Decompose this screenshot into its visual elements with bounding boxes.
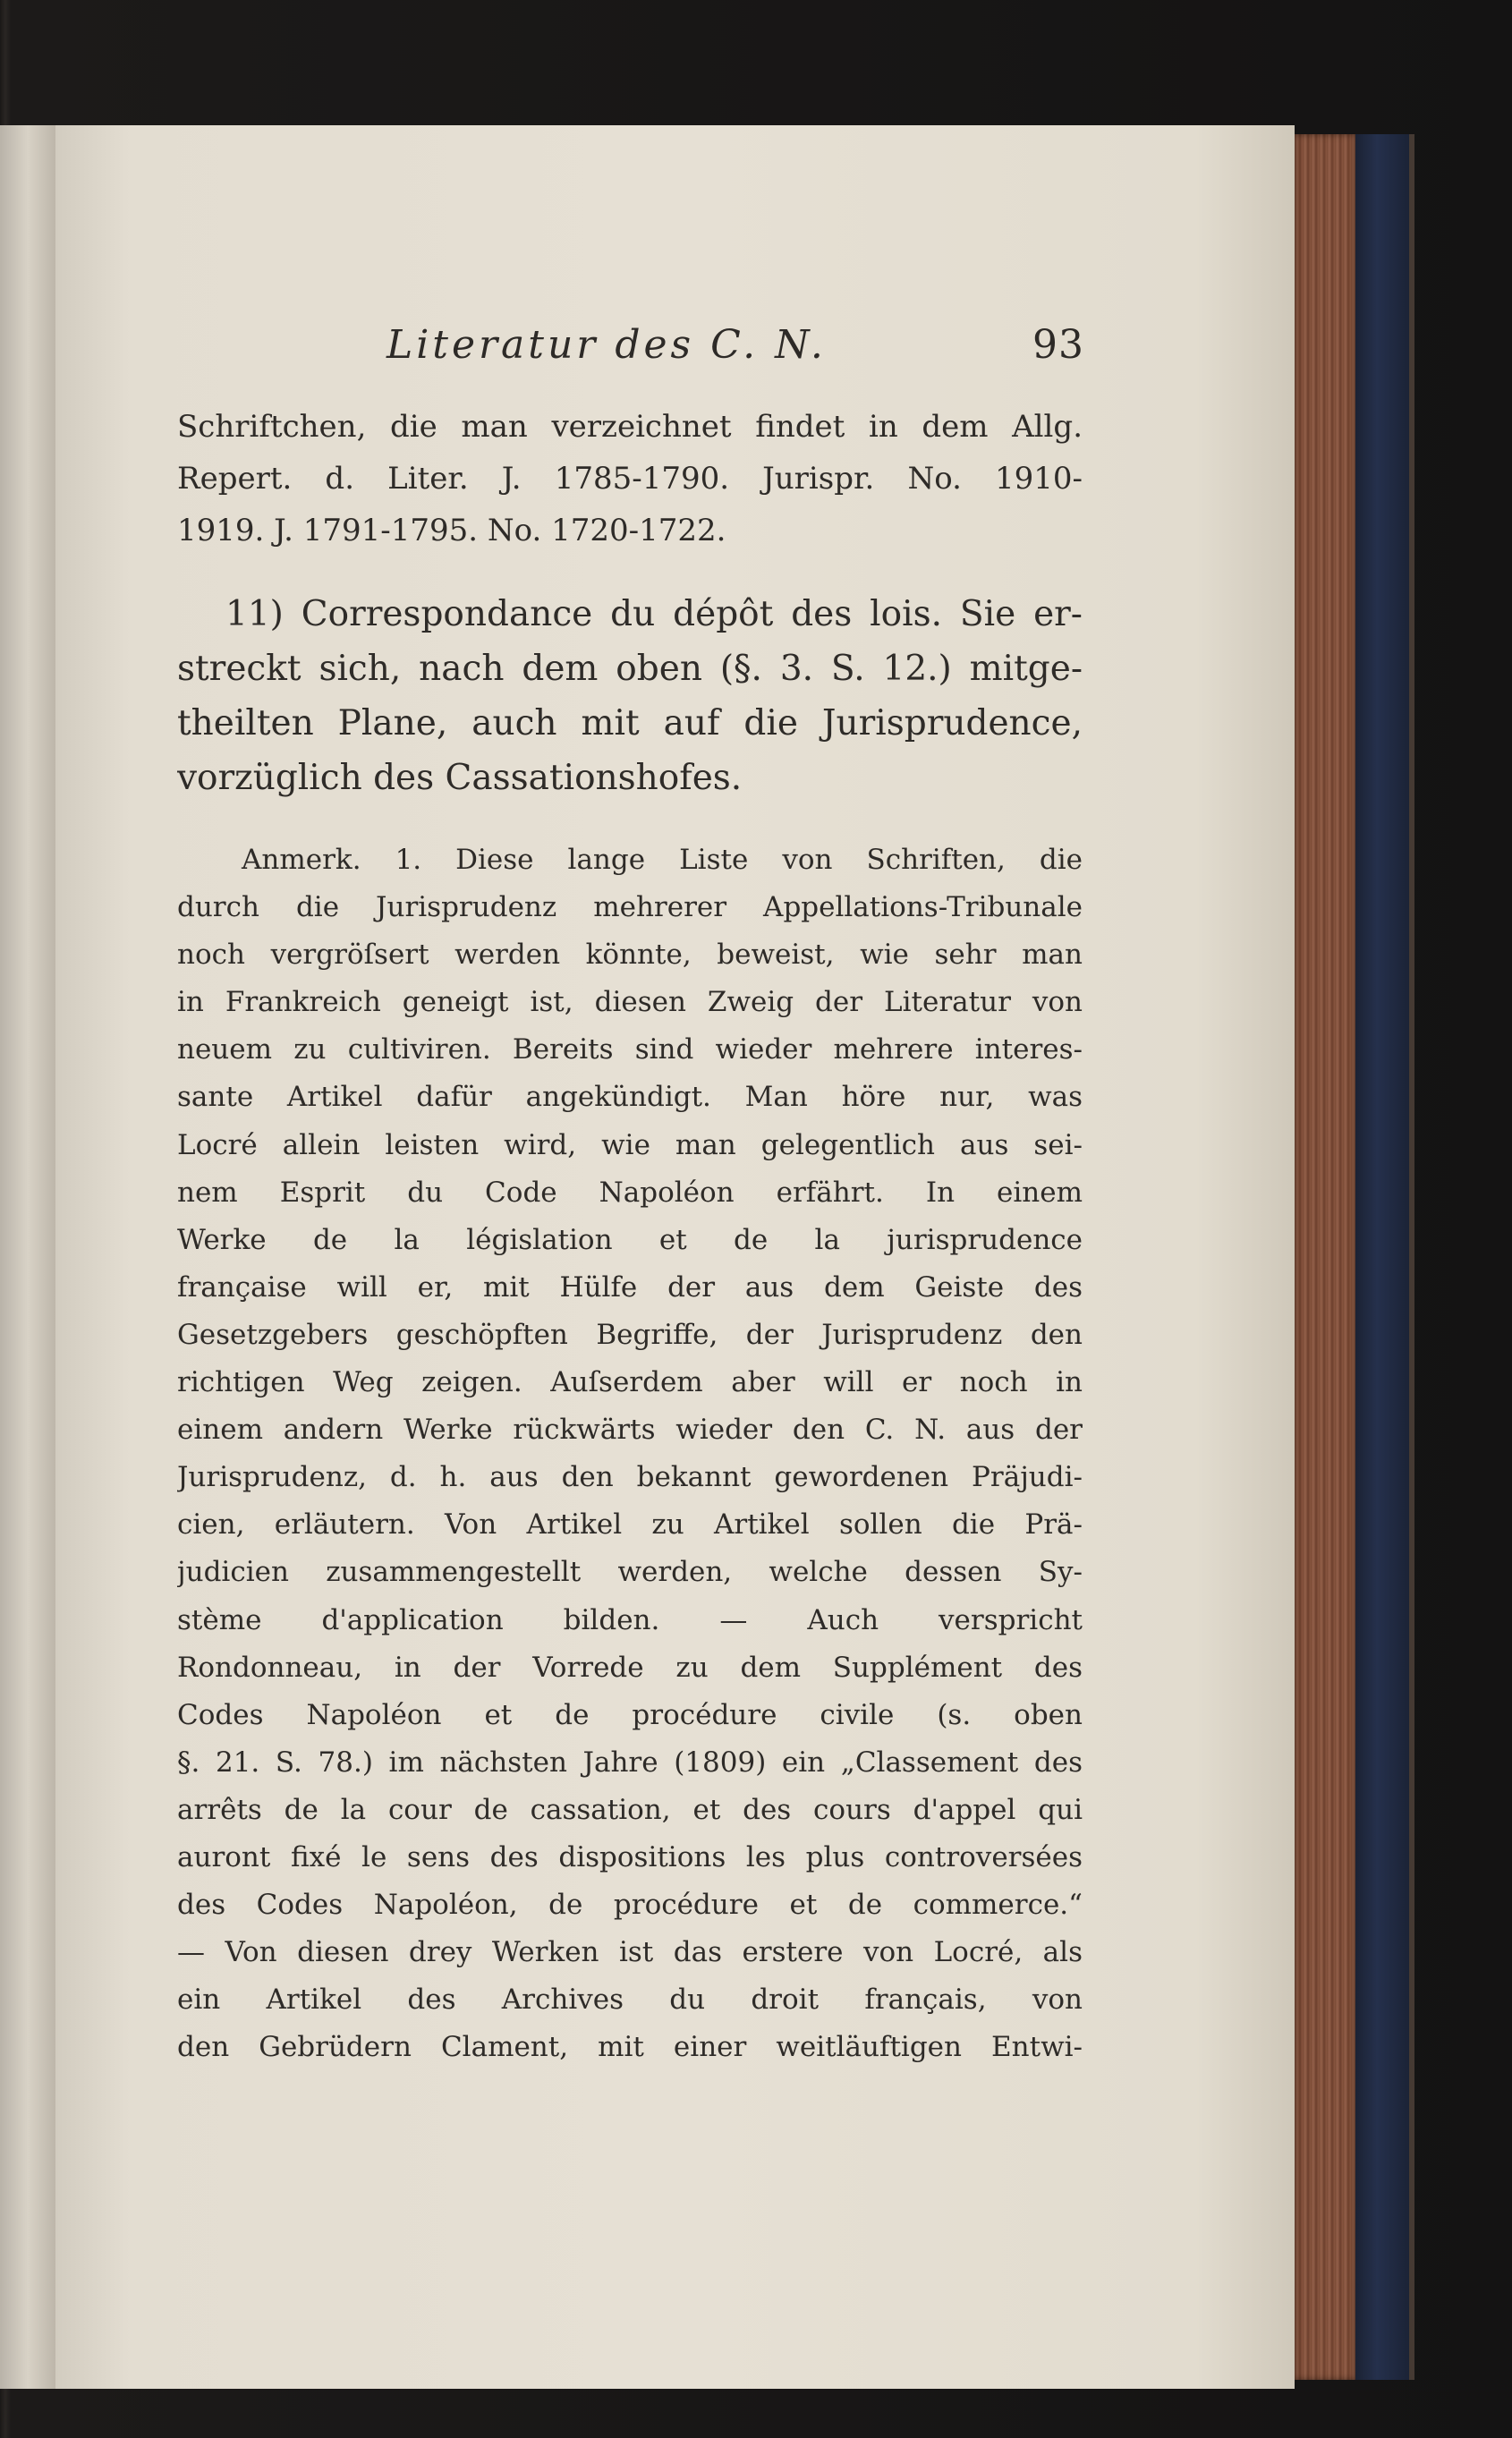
text-line: ein Artikel des Archives du droit français, von xyxy=(177,1984,1083,2017)
text-line: in Frankreich geneigt ist, diesen Zweig der Literatur von xyxy=(177,986,1083,1019)
intro-paragraph xyxy=(177,401,1083,556)
text-line: nem Esprit du Code Napoléon erfährt. In einem xyxy=(177,1176,1083,1209)
text-line: 11) Correspondance du dépôt des lois. Sie er- xyxy=(225,594,1083,634)
text-line: Repert. d. Liter. J. 1785-1790. Jurispr. No. 1910- xyxy=(177,461,1083,497)
text-line: judicien zusammengestellt werden, welche dessen Sy- xyxy=(177,1556,1083,1589)
text-line: Locré allein leisten wird, wie man gelegentlich aus sei- xyxy=(177,1128,1083,1161)
text-line: Werke de la législation et de la jurisprudence xyxy=(177,1223,1083,1256)
text-line: Codes Napoléon et de procédure civile (s. oben xyxy=(177,1698,1083,1731)
text-line: stème d'application bilden. — Auch verspricht xyxy=(177,1603,1083,1636)
text-line: richtigen Weg zeigen. Auſserdem aber will er noch in xyxy=(177,1366,1083,1399)
text-line: française will er, mit Hülfe der aus dem Geiste des xyxy=(177,1270,1083,1304)
text-line: neuem zu cultiviren. Bereits sind wieder mehrere interes- xyxy=(177,1033,1083,1066)
text-line: §. 21. S. 78.) im nächsten Jahre (1809) ein „Classement des xyxy=(177,1746,1083,1779)
book-cover xyxy=(1355,134,1414,2380)
text-line: theilten Plane, auch mit auf die Jurisprudence, xyxy=(177,703,1083,743)
text-line: Rondonneau, in der Vorrede zu dem Supplément des xyxy=(177,1651,1083,1684)
text-line: einem andern Werke rückwärts wieder den C. N. aus der xyxy=(177,1414,1083,1447)
text-line: 1919. J. 1791-1795. No. 1720-1722. xyxy=(177,513,726,548)
text-line: cien, erläutern. Von Artikel zu Artikel sollen die Prä- xyxy=(177,1508,1083,1542)
running-title: Literatur des C. N. xyxy=(386,322,827,368)
page-number: 93 xyxy=(1032,322,1084,368)
text-line: Jurisprudenz, d. h. aus den bekannt gewordenen Präjudi- xyxy=(177,1461,1083,1494)
text-line: sante Artikel dafür angekündigt. Man höre nur, was xyxy=(177,1081,1083,1114)
text-line: arrêts de la cour de cassation, et des cours d'appel qui xyxy=(177,1793,1083,1826)
text-line: vorzüglich des Cassationshofes. xyxy=(177,758,743,798)
text-line: streckt sich, nach dem oben (§. 3. S. 12.) mitge- xyxy=(177,649,1083,689)
text-line: des Codes Napoléon, de procédure et de commerce.“ xyxy=(177,1889,1083,1922)
text-line: noch vergröſsert werden könnte, beweist, wie sehr man xyxy=(177,939,1083,972)
text-line: Gesetzgebers geschöpften Begriffe, der Jurisprudenz den xyxy=(177,1318,1083,1351)
text-line: Anmerk. 1. Diese lange Liste von Schriften, die xyxy=(242,844,1083,876)
section-11-paragraph xyxy=(177,587,1083,805)
text-line: — Von diesen drey Werken ist das erstere von Locré, als xyxy=(177,1936,1083,1969)
note-paragraph xyxy=(177,837,1083,2071)
page-header xyxy=(386,322,1084,385)
page-block-edge xyxy=(1295,134,1355,2380)
text-line: durch die Jurisprudenz mehrerer Appellations-Tribunale xyxy=(177,891,1083,924)
facing-page-edge xyxy=(0,125,58,2389)
text-line: Schriftchen, die man verzeichnet findet in dem Allg. xyxy=(177,409,1083,445)
text-line: auront fixé le sens des dispositions les plus controversées xyxy=(177,1840,1083,1873)
text-line: den Gebrüdern Clament, mit einer weitläuftigen Entwi- xyxy=(177,2031,1083,2064)
